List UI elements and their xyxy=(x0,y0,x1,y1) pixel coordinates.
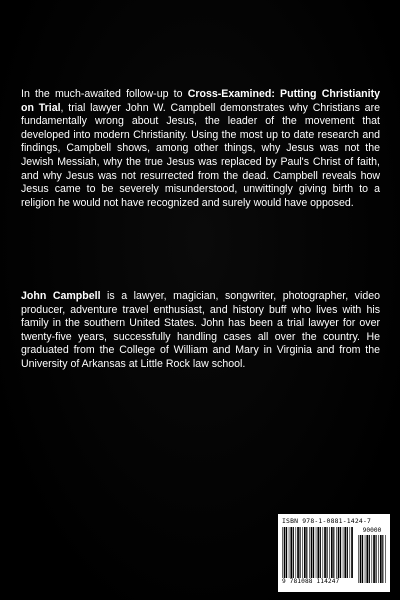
author-bio-text: is a lawyer, magician, songwriter, photographer, video producer, adventure travel enthusiast, and history buff who lives with his family in the southern United States. John has been a trial lawyer for over twenty-five years, successfully handling cases all over the country. He graduated from the College of William and Mary in Virginia and from the University of Arkansas at Little Rock law school. xyxy=(21,290,380,370)
barcode-bar xyxy=(343,527,344,583)
barcode-bar xyxy=(323,527,324,583)
barcode-bar xyxy=(302,527,303,583)
blurb-intro: In the much-awaited follow-up to xyxy=(21,88,188,100)
barcode-bar xyxy=(329,527,330,583)
barcode-bar xyxy=(333,527,334,583)
barcode-bar xyxy=(284,527,286,583)
barcode-bar xyxy=(324,527,326,583)
barcode-bar xyxy=(362,535,363,583)
barcode-bar xyxy=(340,527,341,583)
barcode-bar xyxy=(296,527,297,583)
barcode-bar xyxy=(365,535,366,583)
barcode-bar xyxy=(344,527,346,583)
barcode-bar xyxy=(378,535,379,583)
barcode-bar xyxy=(320,527,321,583)
barcode-bar xyxy=(347,527,348,583)
blurb-book-title: Cross-Examined: Putting Christianity on Trial xyxy=(21,88,380,114)
barcode-bar xyxy=(290,527,292,583)
price-code: 90000 xyxy=(362,527,382,534)
barcode-bar xyxy=(358,535,359,583)
barcode-bar xyxy=(297,527,299,583)
barcode-bar xyxy=(317,527,319,583)
blurb-body: , trial lawyer John W. Campbell demonstrates why Christians are fundamentally wrong about Jesus, the leader of the movement that developed into modern Christianity. Using the most up to date research and findings, Campbell shows, among other things, why Jesus was not the Jewish Messiah, why the true Jesus was replaced by Paul's Christ of faith, and why Jesus was not resurrected from the dead. Campbell reveals how Jesus came to be severely misunderstood, unwittingly giving birth to a religion he would not have recognized and surely would have opposed. xyxy=(21,101,380,209)
barcode-bar xyxy=(385,535,386,583)
barcode-bar xyxy=(331,527,333,583)
barcode-bar xyxy=(304,527,306,583)
barcode-bar xyxy=(309,527,310,583)
barcode-bars xyxy=(282,527,386,583)
barcode-bar xyxy=(351,527,353,583)
barcode-bar xyxy=(338,527,340,583)
isbn-label: ISBN 978-1-0881-1424-7 xyxy=(282,517,372,525)
barcode-bar xyxy=(373,535,375,583)
barcode-bar xyxy=(313,527,314,583)
barcode-bar xyxy=(282,527,283,583)
barcode-bar xyxy=(380,535,382,583)
barcode-bar xyxy=(372,535,373,583)
barcode-bar xyxy=(327,527,328,583)
isbn-barcode xyxy=(278,514,390,592)
barcode-bar xyxy=(300,527,301,583)
barcode-bar xyxy=(366,535,368,583)
ean-barcode xyxy=(282,527,354,583)
ean-digits: 9 781088 114247 xyxy=(282,578,354,585)
author-name: John Campbell xyxy=(21,290,101,302)
barcode-bar xyxy=(306,527,307,583)
addon-barcode xyxy=(358,535,386,583)
barcode-bar xyxy=(382,535,383,583)
barcode-bar xyxy=(360,535,362,583)
barcode-bar xyxy=(369,535,370,583)
barcode-bar xyxy=(376,535,377,583)
book-blurb xyxy=(21,88,380,210)
barcode-bar xyxy=(293,527,294,583)
barcode-bar xyxy=(316,527,317,583)
barcode-bar xyxy=(311,527,313,583)
author-bio xyxy=(21,290,380,372)
barcode-bar xyxy=(336,527,337,583)
barcode-bar xyxy=(289,527,290,583)
barcode-bar xyxy=(350,527,351,583)
barcode-bar xyxy=(286,527,287,583)
